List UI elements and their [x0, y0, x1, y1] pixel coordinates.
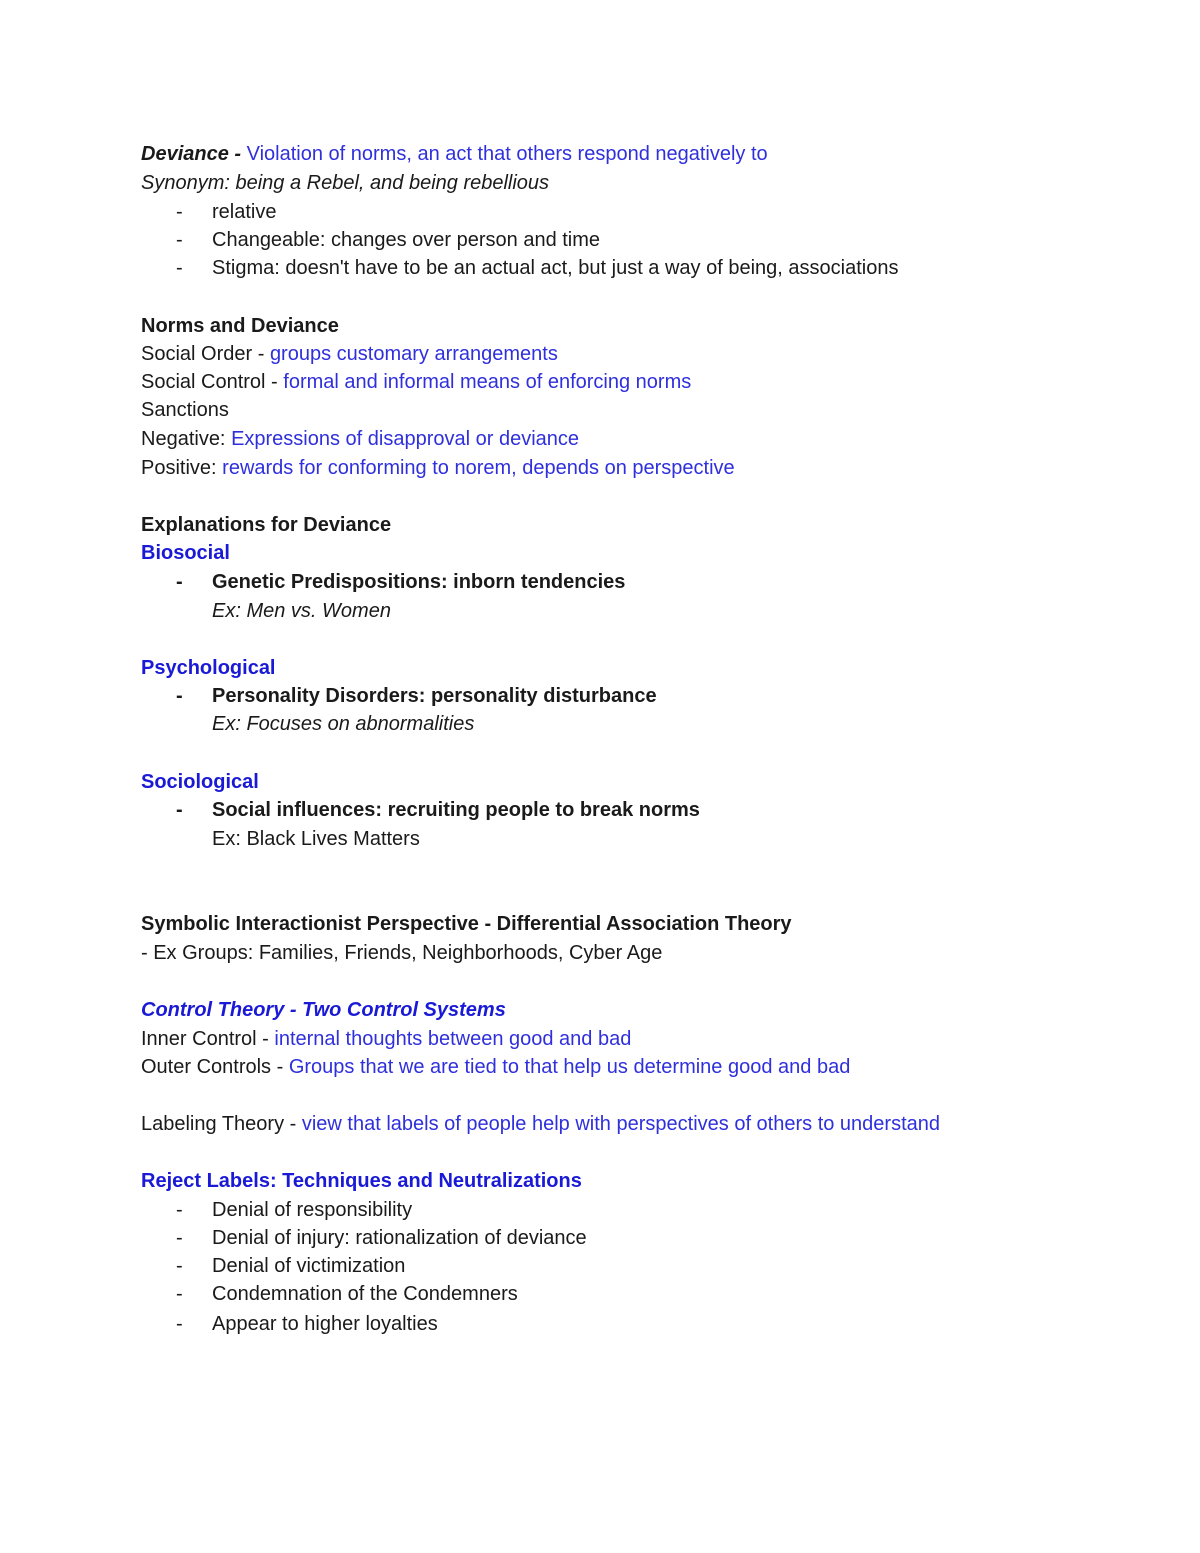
sociological-title: Sociological — [141, 771, 259, 793]
outer-control-label: Outer Controls - — [141, 1056, 289, 1078]
positive-sanction-line — [141, 456, 735, 480]
norms-heading: Norms and Deviance — [141, 315, 339, 337]
bullet-dash: - — [176, 1313, 183, 1335]
positive-label: Positive: — [141, 457, 223, 479]
sociological-bullet: Social influences: recruiting people to break norms — [212, 799, 700, 821]
deviance-bullet-relative: relative — [212, 201, 277, 223]
labeling-label: Labeling Theory - — [141, 1113, 302, 1135]
symbolic-groups: - Ex Groups: Families, Friends, Neighborhoods, Cyber Age — [141, 942, 663, 964]
social-order-line — [141, 342, 558, 366]
social-order-definition: groups customary arrangements — [269, 343, 558, 365]
reject-bullet-responsibility: Denial of responsibility — [212, 1199, 413, 1221]
inner-control-line — [141, 1027, 631, 1051]
bullet-dash: - — [176, 1199, 183, 1221]
sociological-example: Ex: Black Lives Matters — [212, 828, 420, 850]
deviance-definition: Violation of norms, an act that others respond negatively to — [246, 143, 768, 165]
bullet-dash: - — [176, 257, 183, 279]
social-control-line — [141, 370, 691, 394]
inner-control-label: Inner Control - — [141, 1028, 275, 1050]
biosocial-title: Biosocial — [141, 542, 230, 564]
bullet-dash: - — [176, 1227, 183, 1249]
bullet-dash: - — [176, 571, 183, 593]
reject-bullet-injury: Denial of injury: rationalization of deviance — [212, 1227, 587, 1249]
social-order-label: Social Order - — [141, 343, 270, 365]
symbolic-heading: Symbolic Interactionist Perspective - Differential Association Theory — [141, 913, 792, 935]
bullet-dash: - — [176, 1255, 183, 1277]
social-control-label: Social Control - — [141, 371, 284, 393]
psychological-example: Ex: Focuses on abnormalities — [212, 713, 475, 735]
inner-control-definition: internal thoughts between good and bad — [274, 1028, 632, 1050]
labeling-definition: view that labels of people help with perspectives of others to understand — [301, 1113, 941, 1135]
reject-bullet-condemnation: Condemnation of the Condemners — [212, 1283, 518, 1305]
psychological-title: Psychological — [141, 657, 276, 679]
biosocial-bullet: Genetic Predispositions: inborn tendencies — [212, 571, 626, 593]
bullet-dash: - — [176, 1283, 183, 1305]
deviance-bullet-stigma: Stigma: doesn't have to be an actual act, but just a way of being, associations — [212, 257, 899, 279]
negative-sanction-line — [141, 427, 579, 451]
sanctions-label: Sanctions — [141, 399, 229, 421]
deviance-line — [141, 142, 768, 166]
bullet-dash: - — [176, 201, 183, 223]
negative-label: Negative: — [141, 428, 232, 450]
positive-definition: rewards for conforming to norem, depends on perspective — [222, 457, 735, 479]
explanations-heading: Explanations for Deviance — [141, 514, 392, 536]
bullet-dash: - — [176, 229, 183, 251]
reject-labels-heading: Reject Labels: Techniques and Neutralizations — [141, 1170, 582, 1192]
reject-bullet-victimization: Denial of victimization — [212, 1255, 406, 1277]
biosocial-example: Ex: Men vs. Women — [212, 600, 391, 622]
outer-control-line — [141, 1055, 850, 1079]
labeling-theory-line — [141, 1112, 940, 1136]
control-heading: Control Theory - Two Control Systems — [141, 999, 506, 1021]
reject-bullet-loyalties: Appear to higher loyalties — [212, 1313, 438, 1335]
social-control-definition: formal and informal means of enforcing norms — [283, 371, 692, 393]
psychological-bullet: Personality Disorders: personality disturbance — [212, 685, 657, 707]
bullet-dash: - — [176, 685, 183, 707]
deviance-synonym: Synonym: being a Rebel, and being rebellious — [141, 172, 550, 194]
bullet-dash: - — [176, 799, 183, 821]
negative-definition: Expressions of disapproval or deviance — [231, 428, 580, 450]
deviance-bullet-changeable: Changeable: changes over person and time — [212, 229, 601, 251]
outer-control-definition: Groups that we are tied to that help us determine good and bad — [288, 1056, 851, 1078]
deviance-term: Deviance - — [141, 143, 247, 165]
